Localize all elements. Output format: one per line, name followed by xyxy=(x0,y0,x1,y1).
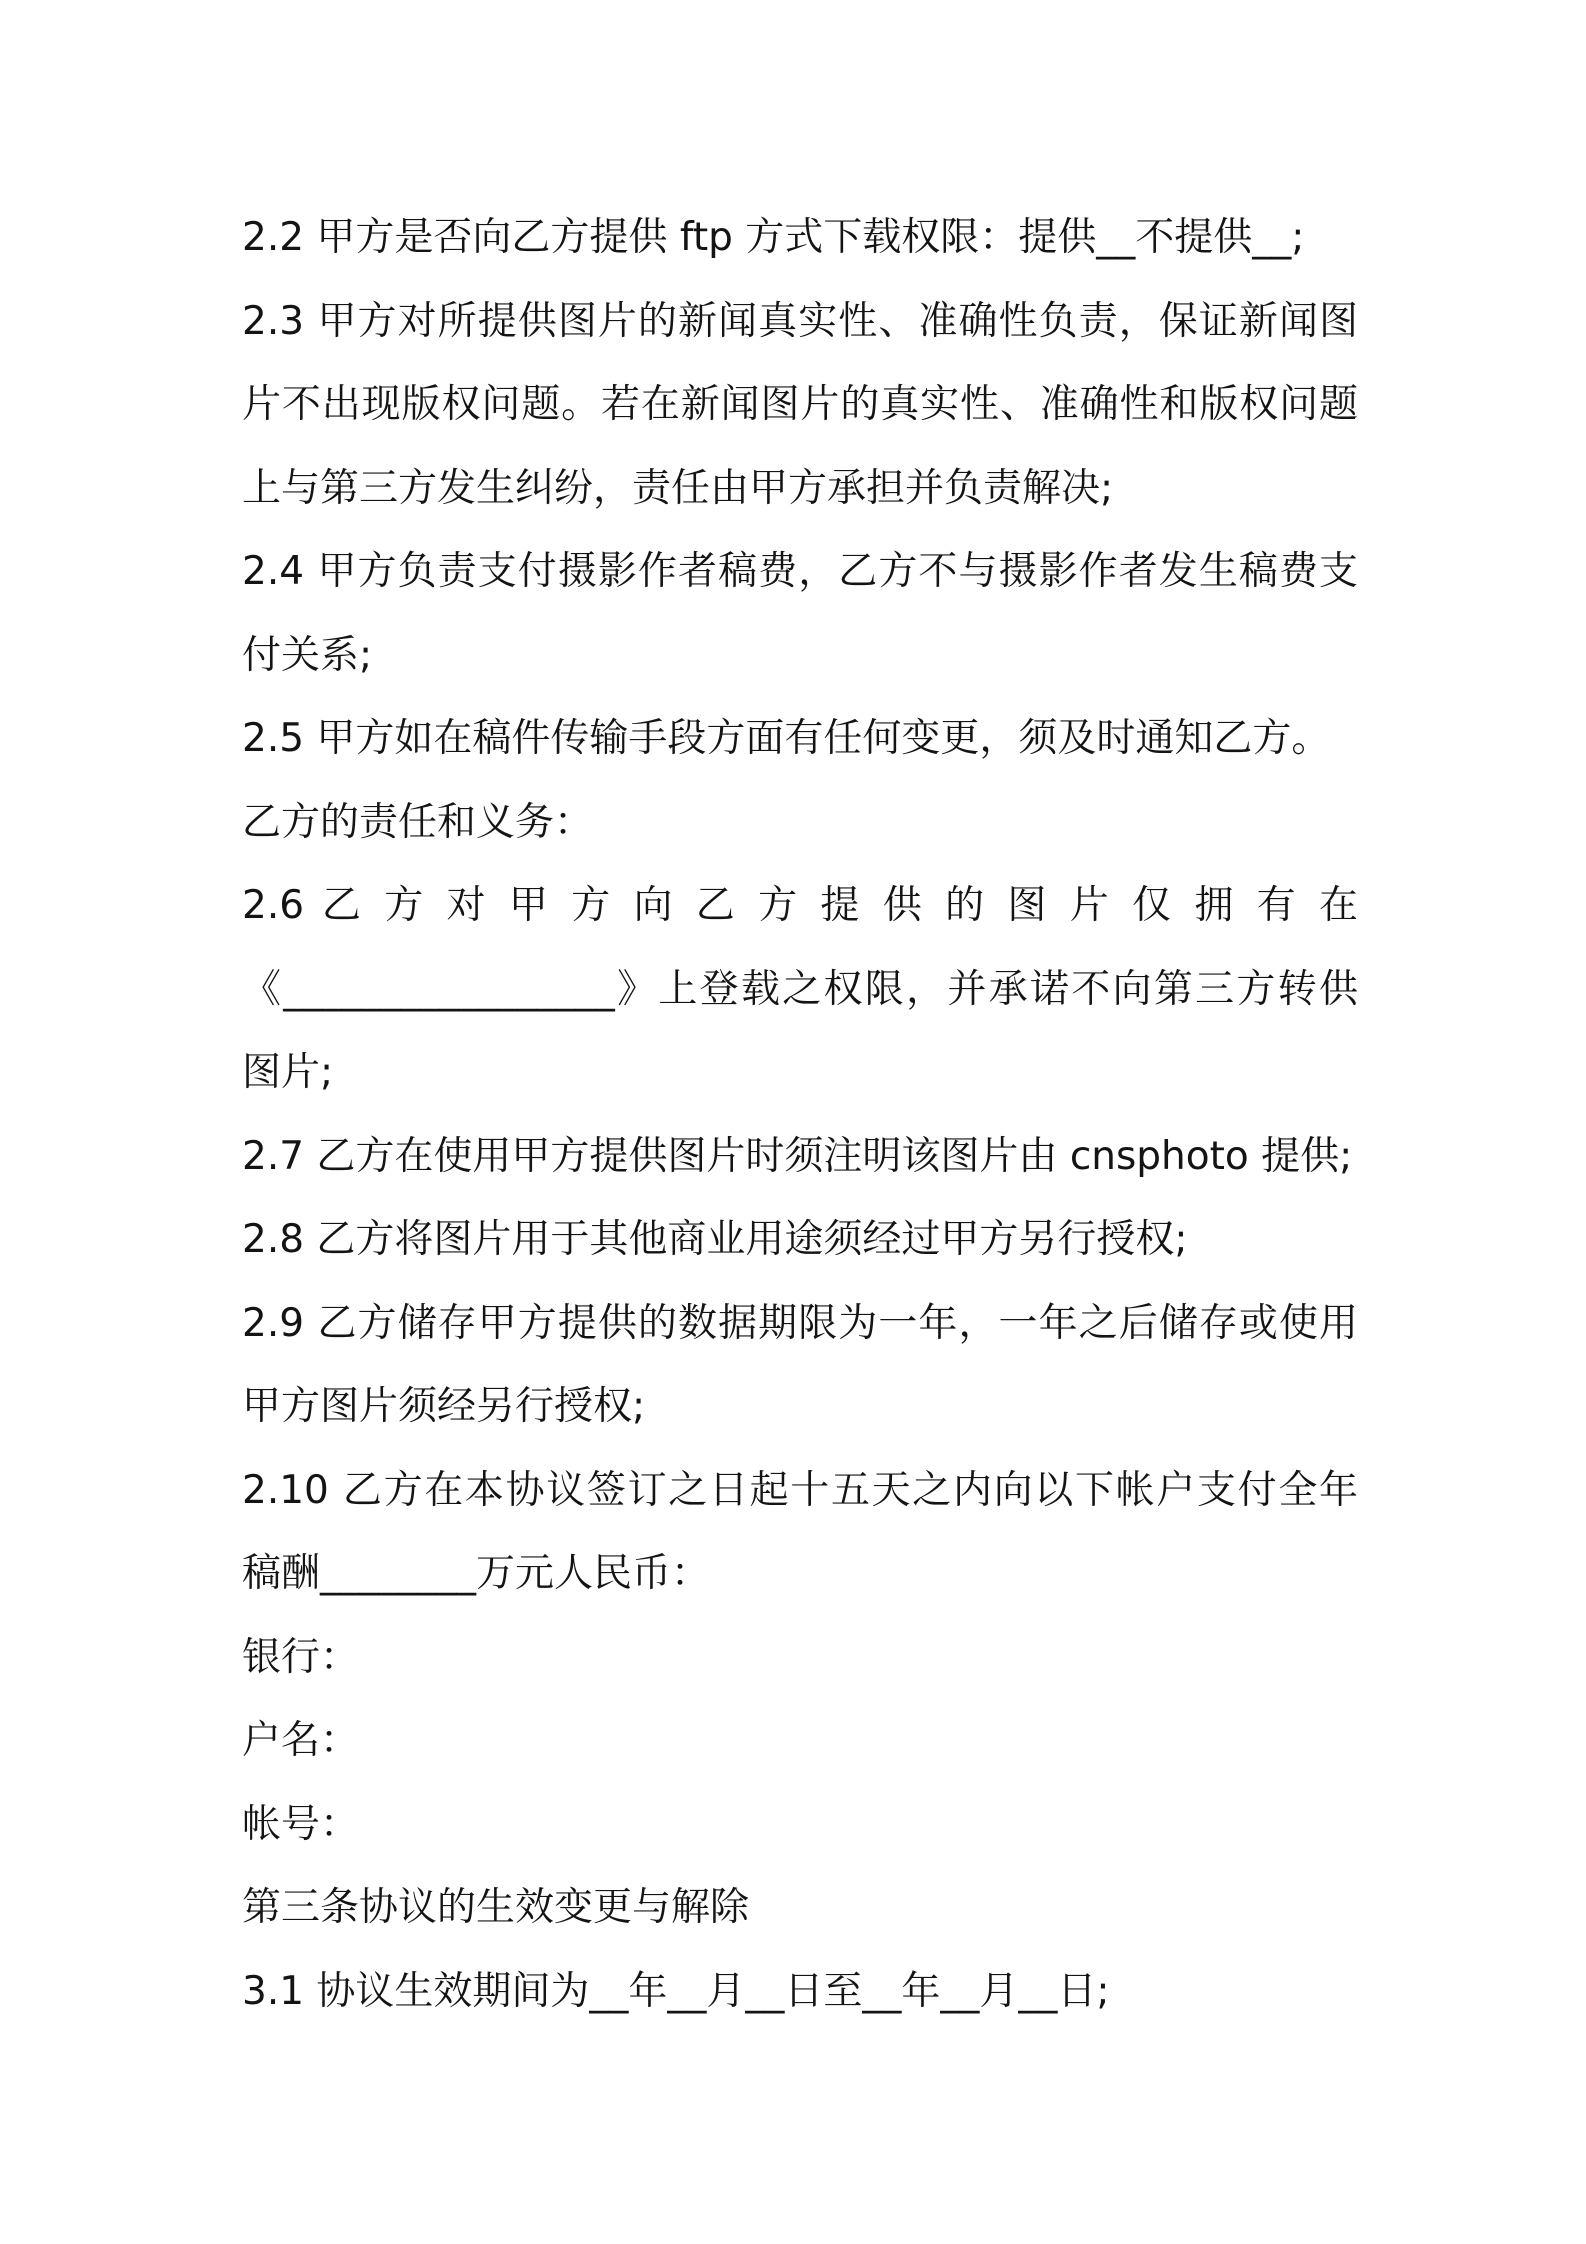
clause-2-6-line-1: 2.6 乙 方 对 甲 方 向 乙 方 提 供 的 图 片 仅 拥 有 在 xyxy=(242,883,1358,928)
clause-2-4-line-2: 付关系; xyxy=(242,632,373,678)
clause-2-9-line-1: 2.9 乙方储存甲方提供的数据期限为一年，一年之后储存或使用 xyxy=(242,1300,1358,1346)
document-body xyxy=(242,196,1358,2033)
clause-2-5: 2.5 甲方如在稿件传输手段方面有任何变更，须及时通知乙方。 xyxy=(242,716,1331,761)
clause-2-6-line-2: 《_________________》上登载之权限，并承诺不向第三方转供 xyxy=(242,966,1358,1012)
clause-2-3-line-1: 2.3 甲方对所提供图片的新闻真实性、准确性负责，保证新闻图 xyxy=(242,298,1358,344)
clause-2-7: 2.7 乙方在使用甲方提供图片时须注明该图片由 cnsphoto 提供; xyxy=(242,1133,1353,1179)
clause-2-10-line-2: 稿酬________万元人民币： xyxy=(242,1551,711,1596)
clause-2-8: 2.8 乙方将图片用于其他商业用途须经过甲方另行授权; xyxy=(242,1217,1188,1262)
clause-2-6-line-3: 图片; xyxy=(242,1050,334,1095)
section-heading-party-b: 乙方的责任和义务： xyxy=(242,799,594,845)
clause-2-2: 2.2 甲方是否向乙方提供 ftp 方式下载权限：提供__不提供__; xyxy=(242,215,1305,260)
clause-2-10-line-1: 2.10 乙方在本协议签订之日起十五天之内向以下帐户支付全年 xyxy=(242,1467,1358,1513)
account-name-field: 户名： xyxy=(242,1718,360,1763)
account-number-field: 帐号： xyxy=(242,1801,360,1847)
clause-2-9-line-2: 甲方图片须经另行授权; xyxy=(242,1384,646,1429)
clause-2-4-line-1: 2.4 甲方负责支付摄影作者稿费，乙方不与摄影作者发生稿费支 xyxy=(242,549,1358,594)
clause-2-3-line-3: 上与第三方发生纠纷，责任由甲方承担并负责解决; xyxy=(242,465,1114,511)
article-3-heading: 第三条协议的生效变更与解除 xyxy=(242,1885,750,1930)
bank-field: 银行： xyxy=(242,1634,360,1680)
clause-3-1: 3.1 协议生效期间为__年__月__日至__年__月__日; xyxy=(242,1968,1110,2014)
clause-2-3-line-2: 片不出现版权问题。若在新闻图片的真实性、准确性和版权问题 xyxy=(242,382,1358,427)
